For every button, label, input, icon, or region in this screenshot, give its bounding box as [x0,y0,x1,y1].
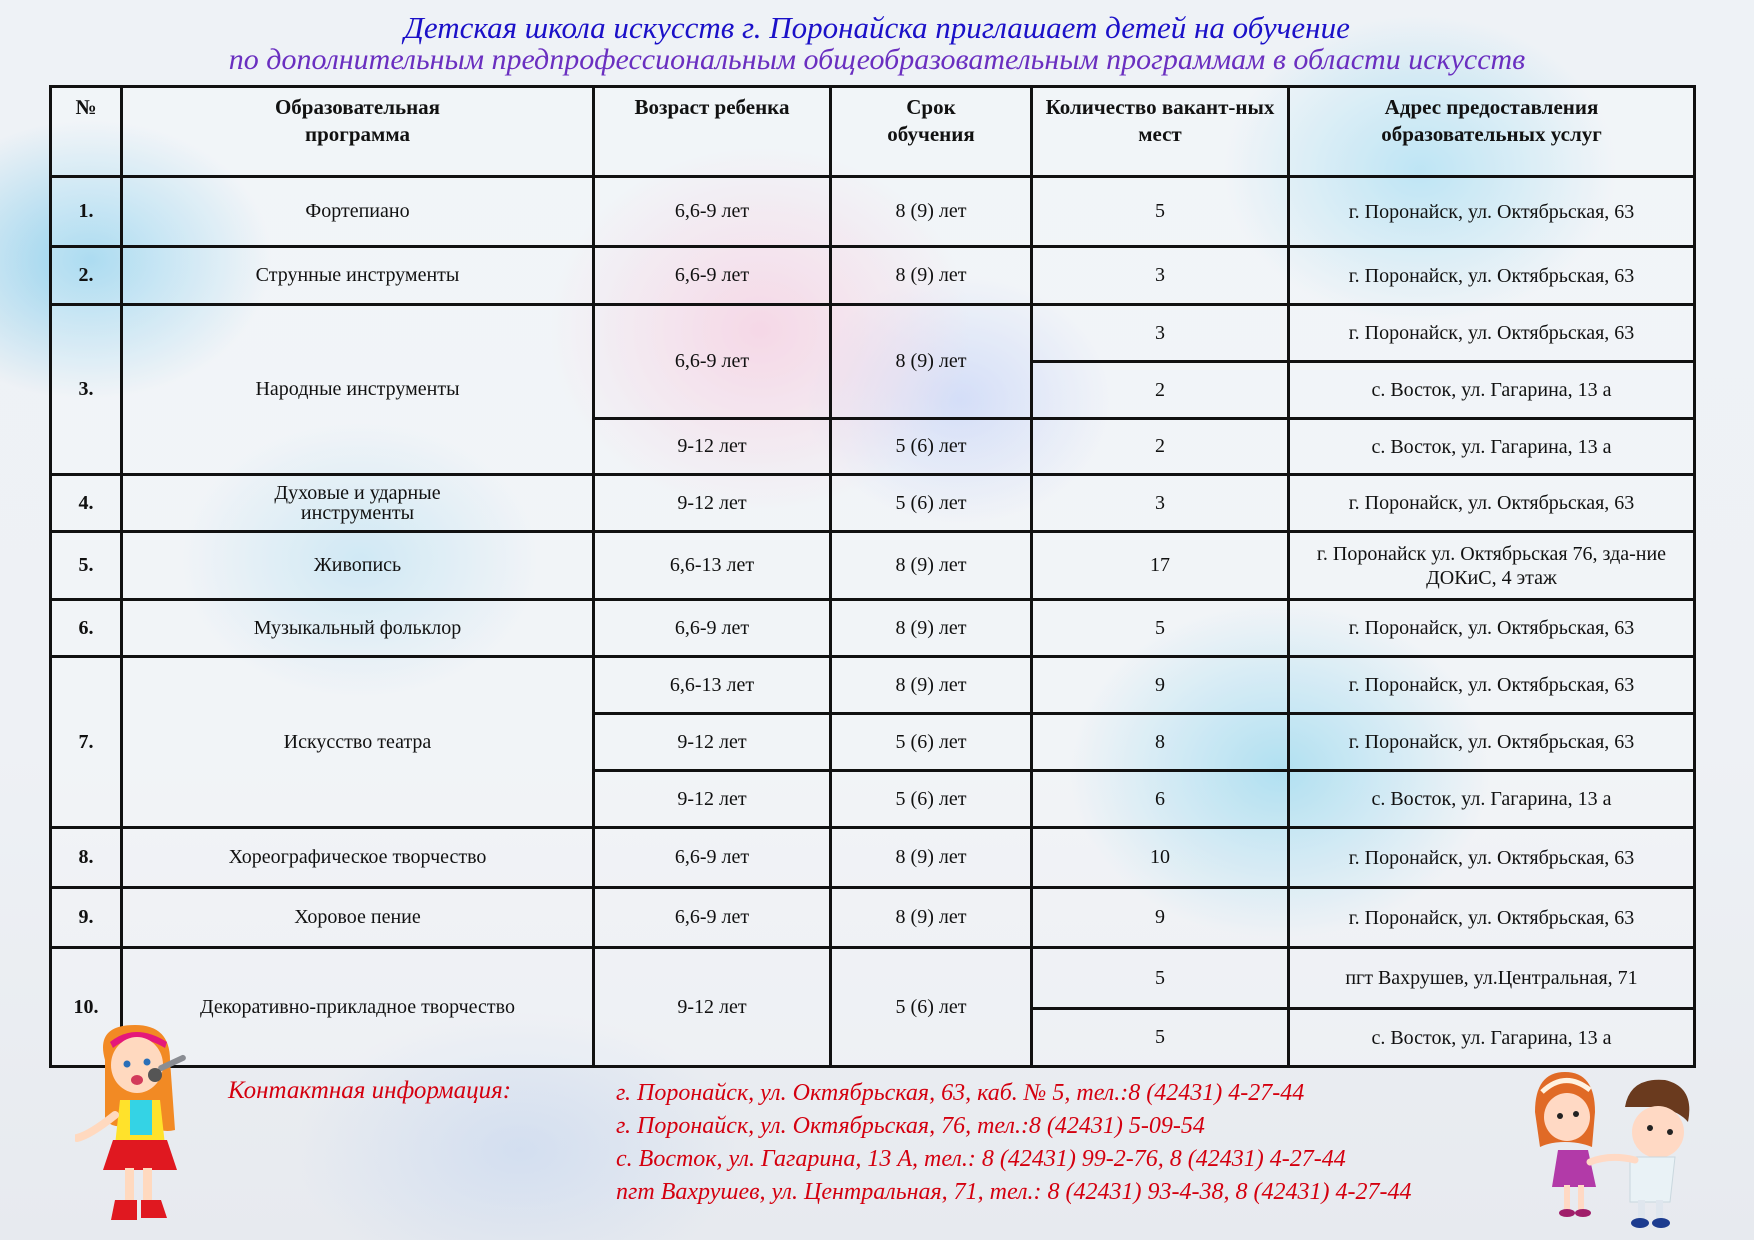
column-header-age: Возраст ребенка [594,87,831,177]
term-cell: 8 (9) лет [831,305,1032,419]
age-cell: 9-12 лет [594,714,831,771]
table-row [51,600,1695,657]
row-number: 1. [51,177,122,247]
row-number: 3. [51,305,122,475]
girl-eye [1573,1111,1579,1117]
column-header-places-label: Количество вакант-ных мест [1045,95,1275,146]
program-name: Струнные инструменты [122,247,594,305]
contact-line: г. Поронайск, ул. Октябрьская, 76, тел.:8 (42431) 5-09-54 [616,1113,1205,1139]
table-row [51,177,1695,247]
table-row [51,948,1695,1009]
contact-line: пгт Вахрушев, ул. Центральная, 71, тел.: 8 (42431) 93-4-38, 8 (42431) 4-27-44 [616,1179,1412,1205]
column-header-term-label: Срок обучения [887,95,975,146]
girl-eye [124,1061,131,1068]
program-name: Фортепиано [122,177,594,247]
address-cell: с. Восток, ул. Гагарина, 13 а [1289,1009,1695,1067]
address-cell: г. Поронайск, ул. Октябрьская, 63 [1289,177,1695,247]
table-row [51,828,1695,888]
address-cell: пгт Вахрушев, ул.Центральная, 71 [1289,948,1695,1009]
term-cell: 8 (9) лет [831,532,1032,600]
term-cell: 5 (6) лет [831,714,1032,771]
program-name: Народные инструменты [122,305,594,475]
table-header-row [51,87,1695,177]
girl-leg [1564,1185,1570,1210]
row-number: 9. [51,888,122,948]
places-cell: 5 [1032,600,1289,657]
girl-mouth [131,1075,143,1085]
row-number: 10. [51,948,122,1067]
term-cell: 5 (6) лет [831,771,1032,828]
term-cell: 8 (9) лет [831,657,1032,714]
dancing-children-illustration [1530,1062,1700,1232]
places-cell: 3 [1032,247,1289,305]
address-cell [1289,532,1695,600]
address-cell: г. Поронайск, ул. Октябрьская, 63 [1289,305,1695,362]
address-cell: г. Поронайск, ул. Октябрьская, 63 [1289,600,1695,657]
term-cell: 8 (9) лет [831,888,1032,948]
program-name: Хоровое пение [122,888,594,948]
age-cell: 6,6-13 лет [594,657,831,714]
address-cell: с. Восток, ул. Гагарина, 13 а [1289,419,1695,475]
term-cell: 5 (6) лет [831,419,1032,475]
contact-line: с. Восток, ул. Гагарина, 13 А, тел.: 8 (42431) 99-2-76, 8 (42431) 4-27-44 [616,1146,1346,1172]
term-cell: 8 (9) лет [831,600,1032,657]
table-row [51,888,1695,948]
address-text: г. Поронайск ул. Октябрьская 76, зда-ние ДОКиС, 4 этаж [1316,542,1667,589]
program-name: Музыкальный фольклор [122,600,594,657]
places-cell: 6 [1032,771,1289,828]
address-cell: г. Поронайск, ул. Октябрьская, 63 [1289,828,1695,888]
girl-eye [1557,1113,1563,1119]
age-cell: 6,6-9 лет [594,305,831,419]
girl-face [1544,1093,1590,1141]
microphone-icon [148,1068,162,1082]
address-cell: г. Поронайск, ул. Октябрьская, 63 [1289,657,1695,714]
contacts-list [616,1077,1411,1209]
girl-boot [111,1200,137,1220]
girl-shoe [1559,1209,1575,1217]
address-cell: г. Поронайск, ул. Октябрьская, 63 [1289,888,1695,948]
program-name: Хореографическое творчество [122,828,594,888]
boy-outfit [1630,1157,1675,1202]
places-cell: 9 [1032,888,1289,948]
places-cell: 3 [1032,305,1289,362]
program-name-text: Духовые и ударные инструменты [274,482,441,524]
boy-face [1632,1106,1684,1158]
address-cell: г. Поронайск, ул. Октябрьская, 63 [1289,714,1695,771]
address-cell: с. Восток, ул. Гагарина, 13 а [1289,771,1695,828]
table-row [51,247,1695,305]
row-number: 8. [51,828,122,888]
term-cell: 8 (9) лет [831,177,1032,247]
age-cell: 6,6-13 лет [594,532,831,600]
age-cell: 6,6-9 лет [594,177,831,247]
table-row [51,475,1695,532]
singing-girl-illustration [75,1020,205,1230]
boy-leg [1656,1200,1663,1220]
column-header-program [122,87,594,177]
column-header-address-label: Адрес предоставления образовательных услуг [1381,95,1602,146]
places-cell: 8 [1032,714,1289,771]
girl-shoe [1575,1209,1591,1217]
girl-skirt [103,1140,177,1170]
girl-leg [125,1168,134,1203]
places-cell: 5 [1032,177,1289,247]
age-cell: 9-12 лет [594,419,831,475]
age-cell: 6,6-9 лет [594,888,831,948]
places-cell: 5 [1032,1009,1289,1067]
column-header-number: № [51,87,122,177]
column-header-term [831,87,1032,177]
address-cell: г. Поронайск, ул. Октябрьская, 63 [1289,475,1695,532]
term-cell: 8 (9) лет [831,828,1032,888]
age-cell: 6,6-9 лет [594,828,831,888]
address-cell: г. Поронайск, ул. Октябрьская, 63 [1289,247,1695,305]
girl-boot [141,1200,167,1218]
contact-line: г. Поронайск, ул. Октябрьская, 63, каб. № 5, тел.:8 (42431) 4-27-44 [616,1080,1305,1106]
holding-hands [1590,1157,1635,1162]
girl-leg [1578,1185,1584,1210]
girl-shirt [130,1100,152,1135]
boy-shoe [1631,1218,1649,1228]
programs-table [49,85,1696,1068]
page-subtitle: по дополнительным предпрофессиональным общеобразовательным программам в области искусств [228,43,1526,76]
page-title: Детская школа искусств г. Поронайска приглашает детей на обучение [404,10,1350,45]
column-header-address [1289,87,1695,177]
table-row [51,532,1695,600]
row-number: 6. [51,600,122,657]
age-cell: 6,6-9 лет [594,247,831,305]
age-cell: 6,6-9 лет [594,600,831,657]
places-cell: 9 [1032,657,1289,714]
places-cell: 10 [1032,828,1289,888]
contacts-label: Контактная информация: [228,1077,512,1104]
age-cell: 9-12 лет [594,475,831,532]
age-cell: 9-12 лет [594,771,831,828]
program-name [122,475,594,532]
row-number: 5. [51,532,122,600]
girl-leg [143,1168,152,1203]
column-header-program-label: Образовательная программа [274,95,441,146]
program-name: Декоративно-прикладное творчество [122,948,594,1067]
girl-dress [1552,1150,1596,1187]
girl-eye [144,1059,151,1066]
girl-arm [77,1115,115,1138]
places-cell: 3 [1032,475,1289,532]
row-number: 2. [51,247,122,305]
age-cell: 9-12 лет [594,948,831,1067]
boy-leg [1638,1200,1645,1220]
places-cell: 17 [1032,532,1289,600]
address-cell: с. Восток, ул. Гагарина, 13 а [1289,362,1695,419]
program-name: Искусство театра [122,657,594,828]
boy-eye [1667,1129,1673,1135]
boy-eye [1647,1125,1653,1131]
term-cell: 5 (6) лет [831,948,1032,1067]
program-name: Живопись [122,532,594,600]
row-number: 4. [51,475,122,532]
table-row [51,305,1695,362]
places-cell: 2 [1032,362,1289,419]
column-header-places [1032,87,1289,177]
places-cell: 2 [1032,419,1289,475]
table-row [51,657,1695,714]
boy-shoe [1652,1218,1670,1228]
places-cell: 5 [1032,948,1289,1009]
term-cell: 5 (6) лет [831,475,1032,532]
term-cell: 8 (9) лет [831,247,1032,305]
row-number: 7. [51,657,122,828]
